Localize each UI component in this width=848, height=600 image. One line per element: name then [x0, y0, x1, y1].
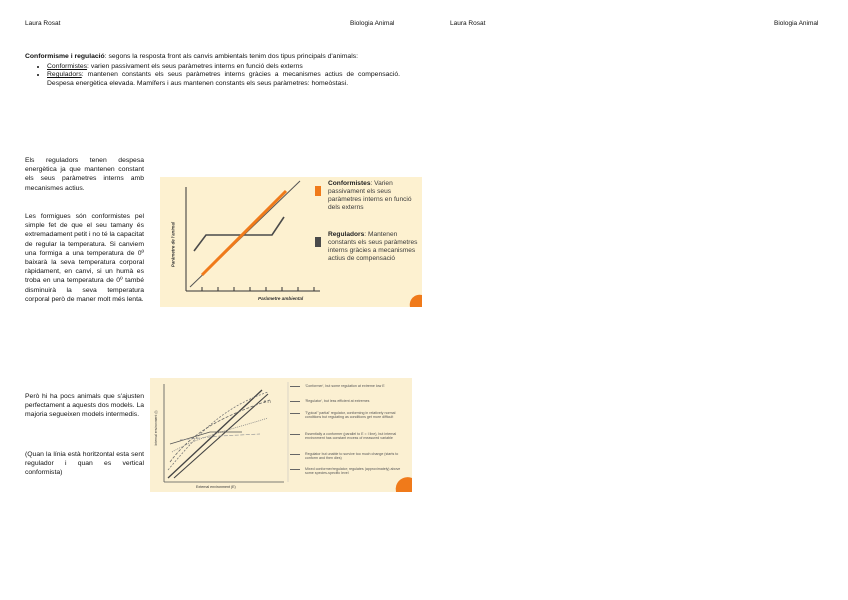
- right-page-author: Laura Rosat: [450, 20, 486, 27]
- left-page-subject: Biologia Animal: [350, 20, 395, 27]
- figure1-ylabel-wrap: [162, 215, 182, 275]
- figure2-legend-item: Regulator but unable to survive too much change (starts to conform and then dies): [293, 452, 408, 461]
- bullet-reguladors: [47, 71, 400, 88]
- left-page-author: Laura Rosat: [25, 20, 61, 27]
- regulator-curve: [194, 217, 284, 251]
- figure2-curve-label: E = I: [264, 400, 272, 404]
- bullet-conformistes: [47, 63, 400, 72]
- regulator-legend-title: Reguladors: [328, 231, 365, 238]
- intro-line: [25, 53, 400, 62]
- regulator-legend-swatch: [315, 237, 321, 247]
- figure1-xlabel: Paràmetre ambiental: [258, 296, 304, 301]
- figure2-legend-item: Mixed conformer/regulator; regulates (approximately) above some species-specific level: [293, 467, 408, 476]
- conformer-legend-title: Conformistes: [328, 180, 371, 187]
- figure-intermediate-models: [150, 378, 412, 492]
- paragraph-linia-horitzontal: (Quan la línia està horitzontal esta sent regulador i quan es vertical conformista): [25, 451, 144, 477]
- intro-section: [25, 53, 400, 88]
- figure1-x-ticks: [202, 287, 314, 291]
- right-page-subject: Biologia Animal: [774, 20, 819, 27]
- figure2-legend-item: Essentially a conformer (parallel to E = I line), but internal environment has constant excess of measured variable: [293, 432, 408, 441]
- intro-text: : segons la resposta front als canvis ambientals tenim dos tipus principals d'animals:: [104, 53, 358, 60]
- paragraph-formigues: Les formigues són conformistes pel simple fet de que el seu tamany és extremadament petit i no té la capacitat de regular la temperatura. Si canviem una formiga a una temperatura de 0º baixarà la seva temperatura corporal ràpidament, en canvi, si un humà es troba en una temperatura de 0º també disminuirà la seva temperatura corporal però de maner molt més lenta.: [25, 213, 144, 303]
- paragraph-reguladors-despesa: Els reguladors tenen despesa energètica ja que mantenen constant els seus paràmetres interns amb mecanismes actius.: [25, 157, 144, 192]
- figure2-legend-item: 'Typical' 'partial' regulator, conforming in relatively normal conditions but regulating as conditions get more difficult: [293, 411, 408, 420]
- conformer-legend-text: : Varien passivament els seus paràmetres interns en funció dels externs: [328, 180, 412, 211]
- figure2-legend-item: 'Regulator', but less efficient at extremes: [293, 399, 408, 403]
- bullet-term: Reguladors: [47, 71, 82, 79]
- figure2-curve-2: [170, 400, 270, 462]
- figure2-ylabel: Internal environment (I): [154, 410, 158, 446]
- bullet-text: : mantenen constants els seus paràmetres interns gràcies a mecanismes actius de compensació. Despesa energètica elevada. Mamífers i aus mantenen constants els seus paràmetres: homeòstasi.: [47, 71, 400, 87]
- conformer-legend: [328, 180, 418, 212]
- figure2-corner-decoration: [396, 477, 412, 492]
- figure-conformer-regulator: [160, 177, 422, 307]
- conformer-legend-swatch: [315, 186, 321, 196]
- figure2-curve-3: [172, 418, 268, 452]
- figure1-ylabel: Paràmetre de l'animal: [170, 221, 176, 268]
- regulator-legend-text: : Mantenen constants els seus paràmetres interns gràcies a mecanismes actius de compensació: [328, 231, 418, 262]
- paragraph-models-intermedis: Però hi ha pocs animals que s'ajusten perfectament a aquests dos models. La majoria segueixen models intermedis.: [25, 393, 145, 419]
- intro-heading: Conformisme i regulació: [25, 53, 105, 60]
- regulator-legend: [328, 231, 418, 263]
- figure2-legend-item: 'Conformer', but some regulation at extreme low E: [293, 384, 408, 388]
- figure2-xlabel: External environment (E): [196, 485, 236, 489]
- figure1-corner-decoration: [410, 295, 422, 307]
- bullet-term: Conformistes: [47, 62, 88, 70]
- intro-bullet-list: [25, 63, 400, 89]
- bullet-text: : varien passivament els seus paràmetres interns en funció dels externs: [87, 62, 303, 70]
